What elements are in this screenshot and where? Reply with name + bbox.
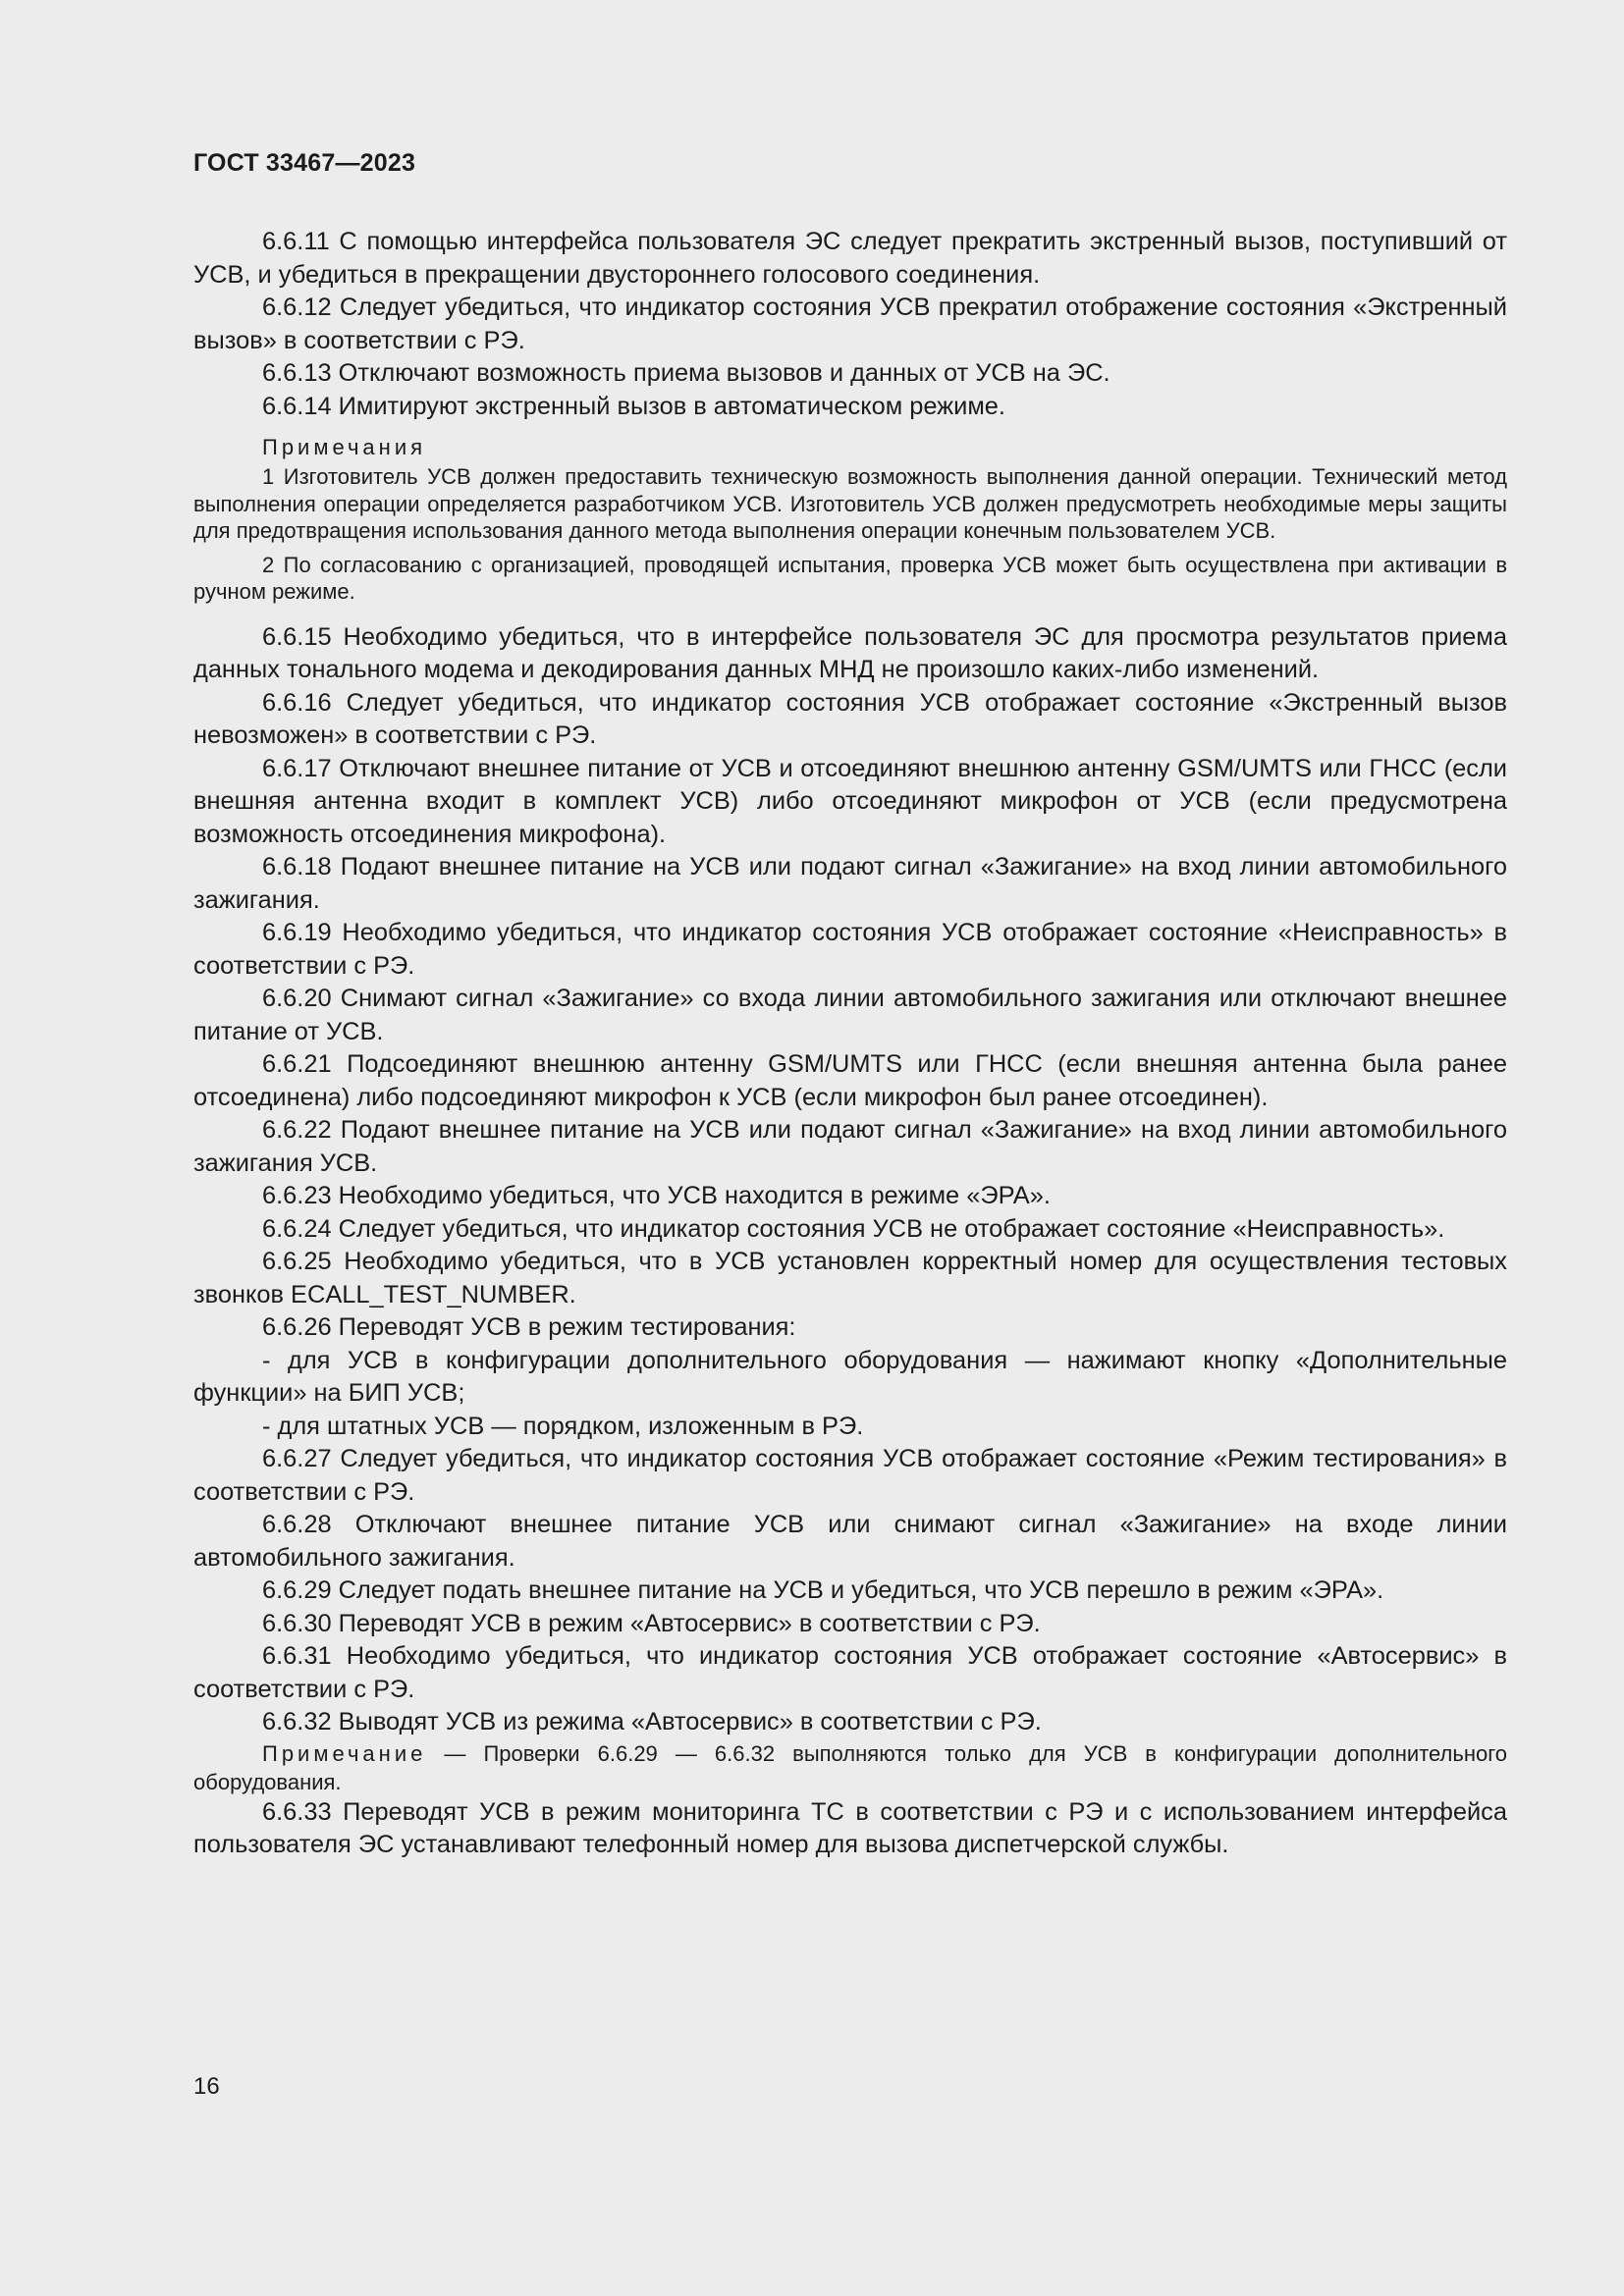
- paragraph-6-6-33: 6.6.33 Переводят УСВ в режим мониторинга ТС в соответствии с РЭ и с использованием интерфейса пользователя ЭС устанавливают телефонный номер для вызова диспетчерской службы.: [193, 1797, 1507, 1858]
- paragraph-6-6-17: 6.6.17 Отключают внешнее питание от УСВ и отсоединяют внешнюю антенну GSM/UMTS или ГНСС (если внешняя антенна входит в комплект УСВ) либо отсоединяют микрофон от УСВ (если предусмотрена возможность отсоединения микрофона).: [193, 754, 1507, 848]
- paragraph-6-6-30: 6.6.30 Переводят УСВ в режим «Автосервис» в соответствии с РЭ.: [262, 1609, 1041, 1637]
- paragraph-6-6-21: 6.6.21 Подсоединяют внешнюю антенну GSM/UMTS или ГНСС (если внешняя антенна была ранее отсоединена) либо подсоединяют микрофон к УСВ (если микрофон был ранее отсоединен).: [193, 1050, 1507, 1111]
- paragraph-6-6-23: 6.6.23 Необходимо убедиться, что УСВ находится в режиме «ЭРА».: [262, 1182, 1051, 1209]
- paragraph-6-6-14: 6.6.14 Имитируют экстренный вызов в автоматическом режиме.: [262, 392, 1005, 420]
- paragraph-6-6-25: 6.6.25 Необходимо убедиться, что в УСВ установлен корректный номер для осуществления тестовых звонков ECALL_TEST_NUMBER.: [193, 1248, 1507, 1308]
- paragraph-6-6-26: 6.6.26 Переводят УСВ в режим тестирования:: [262, 1313, 796, 1341]
- paragraph-6-6-20: 6.6.20 Снимают сигнал «Зажигание» со входа линии автомобильного зажигания или отключают внешнее питание от УСВ.: [193, 985, 1507, 1045]
- paragraph-6-6-22: 6.6.22 Подают внешнее питание на УСВ или подают сигнал «Зажигание» на вход линии автомобильного зажигания УСВ.: [193, 1116, 1507, 1177]
- notes-block: [193, 431, 1507, 606]
- document-body: [193, 226, 1507, 1862]
- paragraph-6-6-27: 6.6.27 Следует убедиться, что индикатор состояния УСВ отображает состояние «Режим тестирования» в соответствии с РЭ.: [193, 1445, 1507, 1506]
- paragraph-6-6-13: 6.6.13 Отключают возможность приема вызовов и данных от УСВ на ЭС.: [262, 359, 1110, 387]
- paragraph-6-6-28: 6.6.28 Отключают внешнее питание УСВ или снимают сигнал «Зажигание» на входе линии автомобильного зажигания.: [193, 1511, 1507, 1572]
- note-1: 1 Изготовитель УСВ должен предоставить техническую возможность выполнения данной операции. Технический метод выполнения операции определяется разработчиком УСВ. Изготовитель УСВ должен предусмотреть необходимые меры защиты для предотвращения использования данного метода выполнения операции конечным пользователем УСВ.: [193, 464, 1507, 543]
- paragraph-6-6-18: 6.6.18 Подают внешнее питание на УСВ или подают сигнал «Зажигание» на вход линии автомобильного зажигания.: [193, 853, 1507, 914]
- notes-title: Примечания: [262, 435, 427, 459]
- note-2: 2 По согласованию с организацией, проводящей испытания, проверка УСВ может быть осуществлена при активации в ручном режиме.: [193, 552, 1507, 604]
- paragraph-6-6-11: 6.6.11 С помощью интерфейса пользователя ЭС следует прекратить экстренный вызов, поступивший от УСВ, и убедиться в прекращении двустороннего голосового соединения.: [193, 228, 1507, 289]
- paragraph-6-6-16: 6.6.16 Следует убедиться, что индикатор состояния УСВ отображает состояние «Экстренный вызов невозможен» в соответствии с РЭ.: [193, 688, 1507, 749]
- note-inline: [193, 1739, 1507, 1796]
- note-inline-label: Примечание: [262, 1740, 427, 1766]
- paragraph-6-6-29: 6.6.29 Следует подать внешнее питание на УСВ и убедиться, что УСВ перешло в режим «ЭРА».: [262, 1576, 1384, 1604]
- document-header: ГОСТ 33467—2023: [193, 149, 416, 177]
- paragraph-6-6-24: 6.6.24 Следует убедиться, что индикатор состояния УСВ не отображает состояние «Неисправность».: [262, 1214, 1445, 1243]
- page-number: 16: [193, 2073, 220, 2100]
- note-inline-text: — Проверки 6.6.29 — 6.6.32 выполняются только для УСВ в конфигурации дополнительного оборудования.: [193, 1740, 1507, 1794]
- paragraph-6-6-15: 6.6.15 Необходимо убедиться, что в интерфейсе пользователя ЭС для просмотра результатов приема данных тонального модема и декодирования данных МНД не произошло каких-либо изменений.: [193, 622, 1507, 683]
- paragraph-6-6-12: 6.6.12 Следует убедиться, что индикатор состояния УСВ прекратил отображение состояния «Экстренный вызов» в соответствии с РЭ.: [193, 294, 1507, 354]
- list-item-additional-equipment: - для УСВ в конфигурации дополнительного оборудования — нажимают кнопку «Дополнительные функции» на БИП УСВ;: [193, 1346, 1507, 1407]
- paragraph-6-6-19: 6.6.19 Необходимо убедиться, что индикатор состояния УСВ отображает состояние «Неисправность» в соответствии с РЭ.: [193, 919, 1507, 980]
- paragraph-6-6-31: 6.6.31 Необходимо убедиться, что индикатор состояния УСВ отображает состояние «Автосервис» в соответствии с РЭ.: [193, 1642, 1507, 1703]
- list-item-standard-usv: - для штатных УСВ — порядком, изложенным в РЭ.: [262, 1412, 864, 1440]
- paragraph-6-6-32: 6.6.32 Выводят УСВ из режима «Автосервис» в соответствии с РЭ.: [262, 1708, 1042, 1735]
